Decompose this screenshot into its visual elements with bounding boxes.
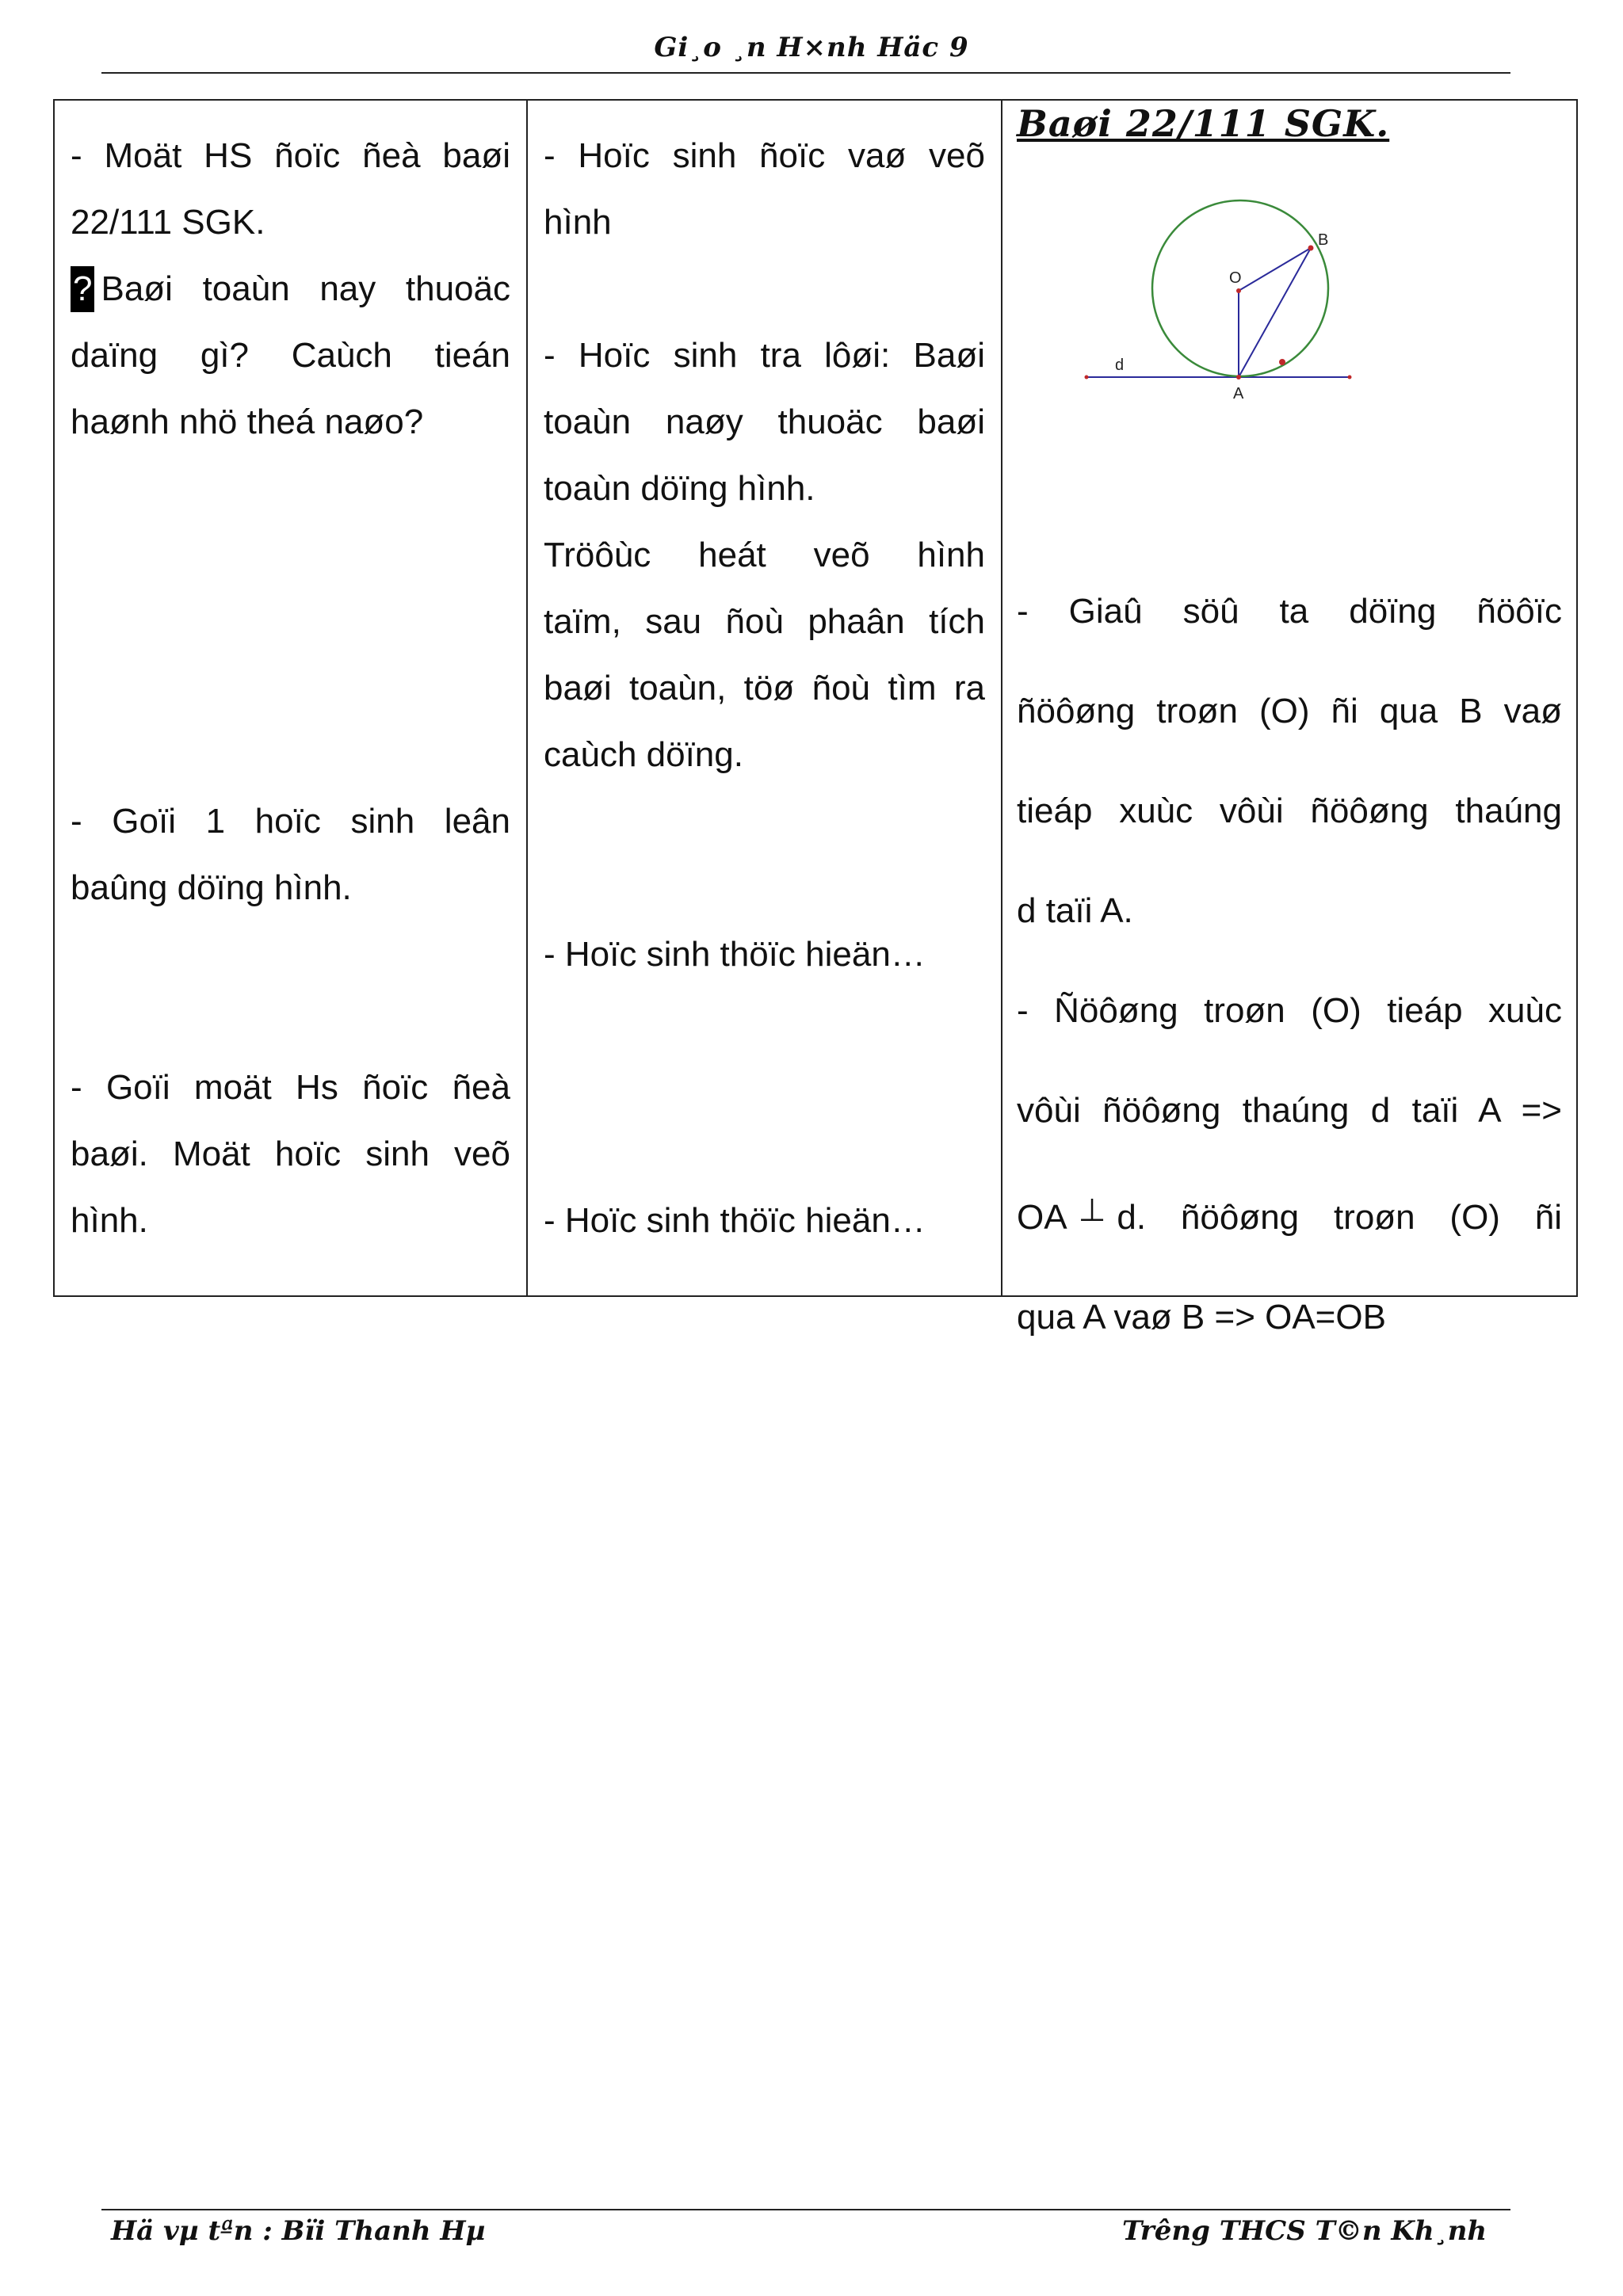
point-b: [1308, 246, 1314, 251]
col2-line: toaùn naøy thuoäc baøi: [544, 402, 985, 441]
col2-line: Tröôùc heát veõ hình: [544, 536, 985, 574]
col3-line: vôùi ñöôøng thaúng d taïi A =>: [1017, 1091, 1562, 1130]
col3-text: OA: [1017, 1198, 1067, 1237]
line-end-point: [1085, 376, 1089, 379]
label-d: d: [1115, 357, 1125, 374]
content-text: [1017, 562, 1562, 1367]
question-mark-badge: ?: [71, 266, 94, 312]
col1-line: 22/111 SGK.: [71, 203, 265, 242]
col3-text: d. ñöôøng troøn (O) ñi: [1117, 1198, 1562, 1237]
col1-line: - Goïi 1 hoïc sinh leân: [71, 802, 510, 841]
spacer: [71, 456, 510, 788]
col1-line: Baøi toaùn nay thuoäc: [101, 269, 510, 308]
col3-line: ñöôøng troøn (O) ñi qua B vaø: [1017, 692, 1562, 730]
col2-line: - Hoïc sinh thöïc hieän…: [544, 1201, 926, 1240]
content-cell: [1002, 101, 1578, 1337]
header-divider: [101, 72, 1510, 74]
segment-ab: [1239, 248, 1311, 377]
page-header-title: Gi¸o ¸n H×nh Häc 9: [654, 32, 969, 63]
spacer: [544, 256, 985, 322]
col3-line: - Giaû söû ta döïng ñöôïc: [1017, 592, 1562, 631]
exercise-title: Baøi 22/111 SGK.: [1017, 102, 1390, 145]
col2-line: caùch döïng.: [544, 735, 743, 774]
line-end-point: [1348, 376, 1352, 379]
point-o: [1236, 288, 1241, 293]
spacer: [544, 788, 985, 921]
student-activity-cell: [528, 101, 1001, 1295]
perpendicular-symbol: ⊥: [1078, 1193, 1106, 1228]
col2-line: - Hoïc sinh tra lôøi: Baøi: [544, 336, 985, 375]
col1-line: haønh nhö theá naøo?: [71, 402, 424, 441]
col3-line: tieáp xuùc vôùi ñöôøng thaúng: [1017, 791, 1562, 830]
circle-o: [1152, 200, 1328, 376]
col1-line: daïng gì? Caùch tieán: [71, 336, 510, 375]
col1-line: baûng döïng hình.: [71, 868, 352, 907]
col3-line: - Ñöôøng troøn (O) tieáp xuùc: [1017, 991, 1562, 1030]
col2-line: - Hoïc sinh thöïc hieän…: [544, 935, 926, 974]
col1-line: baøi. Moät hoïc sinh veõ: [71, 1135, 510, 1173]
footer-school: Trêng THCS T©n Kh¸nh: [1122, 2215, 1487, 2247]
col3-line: [1017, 1161, 1562, 1268]
col2-line: - Hoïc sinh ñoïc vaø veõ: [544, 136, 985, 175]
col1-question-line: [71, 256, 510, 322]
footer-author: Hä vµ tªn : Bïi Thanh Hµ: [111, 2215, 486, 2247]
point-marker: [1279, 359, 1285, 365]
col2-line: taïm, sau ñoù phaân tích: [544, 602, 985, 641]
col2-line: hình: [544, 203, 612, 242]
segment-ob: [1239, 248, 1311, 291]
col2-line: baøi toaùn, töø ñoù tìm ra: [544, 669, 985, 707]
spacer: [71, 921, 510, 1055]
footer-divider: [101, 2209, 1510, 2210]
point-a: [1236, 375, 1241, 379]
label-b: B: [1318, 231, 1329, 249]
geometry-figure: [1002, 148, 1578, 402]
spacer: [544, 988, 985, 1188]
col1-line: - Goïi moät Hs ñoïc ñeà: [71, 1068, 510, 1107]
col3-line: qua A vaø B => OA=OB: [1017, 1298, 1386, 1337]
col1-line: - Moät HS ñoïc ñeà baøi: [71, 136, 510, 175]
col3-line: d taïi A.: [1017, 891, 1133, 930]
label-o: O: [1229, 269, 1242, 287]
lesson-table: [53, 99, 1578, 1337]
col1-line: hình.: [71, 1201, 148, 1240]
teacher-activity-cell: [55, 101, 526, 1295]
label-a: A: [1233, 385, 1244, 402]
col2-line: toaùn döïng hình.: [544, 469, 815, 508]
